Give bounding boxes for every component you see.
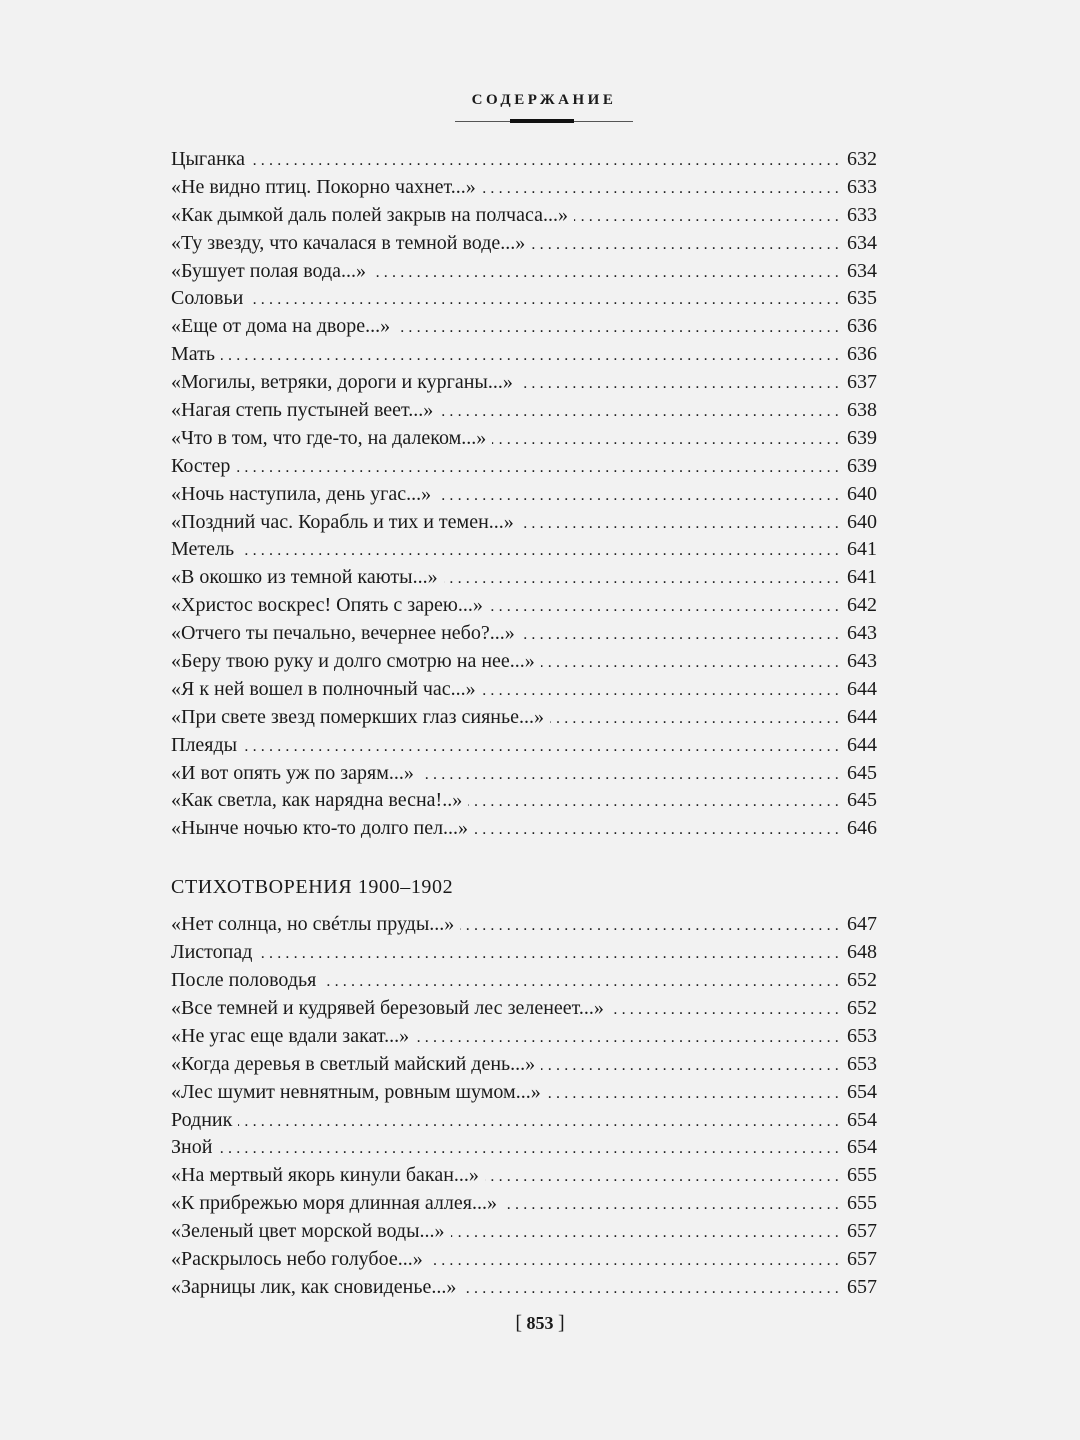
toc-dot-leader bbox=[420, 761, 843, 789]
toc-entry-page: 647 bbox=[847, 913, 877, 936]
toc-entry-page: 655 bbox=[847, 1192, 877, 1215]
toc-entry-page: 654 bbox=[847, 1108, 877, 1131]
toc-entry bbox=[171, 760, 877, 788]
toc-entry bbox=[171, 787, 877, 815]
toc-entry-title: Мать bbox=[171, 343, 216, 366]
toc-dot-leader bbox=[492, 426, 843, 454]
toc-dot-leader bbox=[249, 286, 843, 314]
toc-entry bbox=[171, 258, 877, 286]
toc-entry bbox=[171, 648, 877, 676]
toc-entry bbox=[171, 202, 877, 230]
toc-entry-page: 636 bbox=[847, 315, 877, 338]
toc-entry-title: «Поздний час. Корабль и тих и темен...» bbox=[171, 510, 514, 533]
toc-entry-title: «Не видно птиц. Покорно чахнет...» bbox=[171, 175, 476, 198]
toc-entry-title: «Как светла, как нарядна весна!..» bbox=[171, 789, 463, 812]
toc-entry bbox=[171, 1107, 877, 1135]
toc-entry-title: «Беру твою руку и долго смотрю на нее...» bbox=[171, 650, 535, 673]
toc-dot-leader bbox=[322, 968, 843, 996]
toc-entry-title: «Все темней и кудрявей березовый лес зеленеет...» bbox=[171, 996, 604, 1019]
toc-entry bbox=[171, 1274, 877, 1302]
toc-entry-title: Костер bbox=[171, 454, 231, 477]
toc-entry-title: Родник bbox=[171, 1108, 233, 1131]
toc-dot-leader bbox=[503, 1191, 843, 1219]
toc-list-part2 bbox=[171, 911, 877, 1301]
toc-entry bbox=[171, 620, 877, 648]
toc-entry bbox=[171, 313, 877, 341]
toc-entry-page: 639 bbox=[847, 454, 877, 477]
toc-dot-leader bbox=[439, 398, 843, 426]
toc-entry-page: 652 bbox=[847, 996, 877, 1019]
toc-entry-page: 653 bbox=[847, 1052, 877, 1075]
toc-entry-page: 632 bbox=[847, 148, 877, 170]
toc-dot-leader bbox=[218, 1135, 843, 1163]
toc-entry bbox=[171, 564, 877, 592]
toc-entry-page: 640 bbox=[847, 510, 877, 533]
toc-dot-leader bbox=[482, 175, 843, 203]
toc-list-part1 bbox=[171, 146, 877, 843]
toc-entry bbox=[171, 911, 877, 939]
page-number-value: 853 bbox=[526, 1313, 554, 1333]
toc-entry-title: «Раскрылось небо голубое...» bbox=[171, 1247, 423, 1270]
toc-entry-title: «Ночь наступила, день угас...» bbox=[171, 482, 432, 505]
toc-entry-page: 641 bbox=[847, 538, 877, 561]
toc-entry bbox=[171, 174, 877, 202]
toc-entry bbox=[171, 1079, 877, 1107]
toc-dot-leader bbox=[258, 940, 843, 968]
toc-entry bbox=[171, 676, 877, 704]
toc-entry bbox=[171, 1190, 877, 1218]
toc-entry-title: «Ту звезду, что качалася в темной воде...» bbox=[171, 231, 526, 254]
toc-dot-leader bbox=[531, 231, 843, 259]
toc-entry-page: 657 bbox=[847, 1275, 877, 1298]
toc-dot-leader bbox=[415, 1024, 843, 1052]
toc-entry-page: 657 bbox=[847, 1220, 877, 1243]
toc-entry-title: «Нагая степь пустыней веет...» bbox=[171, 399, 434, 422]
toc-entry bbox=[171, 397, 877, 425]
header-rule-thick bbox=[510, 119, 574, 123]
toc-entry bbox=[171, 1134, 877, 1162]
toc-dot-leader bbox=[251, 147, 843, 175]
toc-entry-page: 654 bbox=[847, 1136, 877, 1159]
toc-entry-page: 644 bbox=[847, 705, 877, 728]
section-heading: СТИХОТВОРЕНИЯ 1900–1902 bbox=[171, 876, 454, 899]
toc-entry-title: «Могилы, ветряки, дороги и курганы...» bbox=[171, 371, 513, 394]
toc-dot-leader bbox=[451, 1219, 843, 1247]
toc-entry bbox=[171, 1218, 877, 1246]
page-number-bracket-open: [ bbox=[515, 1312, 522, 1334]
toc-entry-page: 641 bbox=[847, 566, 877, 589]
toc-entry-page: 633 bbox=[847, 203, 877, 226]
toc-dot-leader bbox=[550, 705, 843, 733]
toc-entry bbox=[171, 146, 877, 174]
toc-entry-title: «Бушует полая вода...» bbox=[171, 259, 367, 282]
toc-dot-leader bbox=[444, 565, 843, 593]
toc-entry bbox=[171, 285, 877, 313]
toc-entry-page: 637 bbox=[847, 371, 877, 394]
toc-entry bbox=[171, 592, 877, 620]
toc-entry-title: «Нет солнца, но свéтлы пруды...» bbox=[171, 913, 455, 936]
toc-entry-page: 645 bbox=[847, 761, 877, 784]
toc-dot-leader bbox=[221, 342, 843, 370]
toc-dot-leader bbox=[574, 203, 843, 231]
toc-dot-leader bbox=[547, 1080, 843, 1108]
toc-entry-page: 657 bbox=[847, 1247, 877, 1270]
toc-entry-page: 639 bbox=[847, 426, 877, 449]
toc-entry-title: «Отчего ты печально, вечернее небо?...» bbox=[171, 622, 515, 645]
toc-entry-title: «Как дымкой даль полей закрыв на полчаса...» bbox=[171, 203, 568, 226]
toc-entry-page: 652 bbox=[847, 969, 877, 992]
toc-entry-page: 645 bbox=[847, 789, 877, 812]
toc-entry-title: «Не угас еще вдали закат...» bbox=[171, 1024, 410, 1047]
toc-entry bbox=[171, 481, 877, 509]
toc-dot-leader bbox=[437, 482, 843, 510]
toc-entry-page: 644 bbox=[847, 733, 877, 756]
toc-entry-title: Плеяды bbox=[171, 733, 238, 756]
toc-entry bbox=[171, 732, 877, 760]
page-title: СОДЕРЖАНИЕ bbox=[471, 92, 617, 108]
toc-entry-title: Метель bbox=[171, 538, 235, 561]
toc-entry-page: 654 bbox=[847, 1080, 877, 1103]
toc-dot-leader bbox=[429, 1247, 843, 1275]
toc-entry bbox=[171, 995, 877, 1023]
toc-entry-title: После половодья bbox=[171, 969, 317, 992]
toc-entry bbox=[171, 509, 877, 537]
toc-entry-title: Цыганка bbox=[171, 148, 245, 170]
toc-entry-title: «Зарницы лик, как сновиденье...» bbox=[171, 1275, 457, 1298]
toc-entry-page: 653 bbox=[847, 1024, 877, 1047]
toc-entry-title: «На мертвый якорь кинули бакан...» bbox=[171, 1164, 479, 1187]
toc-dot-leader bbox=[521, 621, 843, 649]
toc-entry bbox=[171, 939, 877, 967]
toc-entry-page: 655 bbox=[847, 1164, 877, 1187]
toc-entry bbox=[171, 536, 877, 564]
toc-entry-page: 638 bbox=[847, 399, 877, 422]
toc-entry bbox=[171, 230, 877, 258]
toc-entry-page: 648 bbox=[847, 941, 877, 964]
toc-dot-leader bbox=[474, 816, 843, 844]
toc-dot-leader bbox=[372, 259, 843, 287]
toc-entry-page: 643 bbox=[847, 622, 877, 645]
toc-entry bbox=[171, 1246, 877, 1274]
toc-entry-title: Листопад bbox=[171, 941, 253, 964]
toc-entry-title: Соловьи bbox=[171, 287, 244, 310]
toc-entry-page: 642 bbox=[847, 594, 877, 617]
toc-entry-page: 633 bbox=[847, 175, 877, 198]
toc-entry bbox=[171, 1162, 877, 1190]
toc-dot-leader bbox=[238, 1108, 843, 1136]
toc-entry-page: 635 bbox=[847, 287, 877, 310]
toc-entry-title: «Христос воскрес! Опять с зарею...» bbox=[171, 594, 483, 617]
toc-dot-leader bbox=[468, 788, 843, 816]
toc-entry-title: «Еще от дома на дворе...» bbox=[171, 315, 391, 338]
toc-entry-title: «Когда деревья в светлый майский день...» bbox=[171, 1052, 536, 1075]
toc-entry-page: 634 bbox=[847, 231, 877, 254]
toc-entry bbox=[171, 1051, 877, 1079]
toc-entry bbox=[171, 704, 877, 732]
toc-entry-title: «При свете звезд померкших глаз сиянье...» bbox=[171, 705, 545, 728]
toc-dot-leader bbox=[240, 537, 843, 565]
toc-entry-title: «Я к ней вошел в полночный час...» bbox=[171, 677, 476, 700]
toc-entry-title: «Лес шумит невнятным, ровным шумом...» bbox=[171, 1080, 541, 1103]
table-of-contents bbox=[171, 146, 877, 1302]
header-rule bbox=[455, 117, 633, 125]
toc-entry bbox=[171, 341, 877, 369]
toc-dot-leader bbox=[460, 912, 843, 940]
toc-dot-leader bbox=[489, 593, 843, 621]
toc-dot-leader bbox=[396, 314, 843, 342]
toc-entry-title: «Зеленый цвет морской воды...» bbox=[171, 1220, 445, 1243]
toc-entry-page: 646 bbox=[847, 817, 877, 840]
toc-dot-leader bbox=[610, 996, 843, 1024]
toc-entry-page: 636 bbox=[847, 343, 877, 366]
toc-entry-title: Зной bbox=[171, 1136, 213, 1159]
page-header bbox=[0, 92, 1080, 125]
toc-dot-leader bbox=[519, 370, 843, 398]
page-number-bracket-close: ] bbox=[558, 1312, 565, 1334]
toc-entry bbox=[171, 369, 877, 397]
toc-entry bbox=[171, 453, 877, 481]
toc-entry-title: «Что в том, что где-то, на далеком...» bbox=[171, 426, 487, 449]
toc-entry-title: «И вот опять уж по зарям...» bbox=[171, 761, 414, 784]
toc-dot-leader bbox=[485, 1163, 843, 1191]
toc-entry-page: 643 bbox=[847, 650, 877, 673]
toc-entry-page: 640 bbox=[847, 482, 877, 505]
toc-dot-leader bbox=[541, 1052, 843, 1080]
toc-entry-title: «В окошко из темной каюты...» bbox=[171, 566, 438, 589]
toc-entry-page: 644 bbox=[847, 677, 877, 700]
toc-entry-title: «Нынче ночью кто-то долго пел...» bbox=[171, 817, 469, 840]
toc-entry-page: 634 bbox=[847, 259, 877, 282]
toc-entry-title: «К прибрежью моря длинная аллея...» bbox=[171, 1192, 497, 1215]
toc-entry bbox=[171, 967, 877, 995]
page-number bbox=[0, 1312, 1080, 1335]
toc-dot-leader bbox=[243, 733, 843, 761]
toc-entry bbox=[171, 1023, 877, 1051]
toc-dot-leader bbox=[541, 649, 843, 677]
toc-dot-leader bbox=[236, 454, 843, 482]
toc-entry bbox=[171, 425, 877, 453]
toc-dot-leader bbox=[482, 677, 843, 705]
toc-entry bbox=[171, 815, 877, 843]
toc-dot-leader bbox=[520, 510, 843, 538]
toc-dot-leader bbox=[462, 1275, 843, 1303]
